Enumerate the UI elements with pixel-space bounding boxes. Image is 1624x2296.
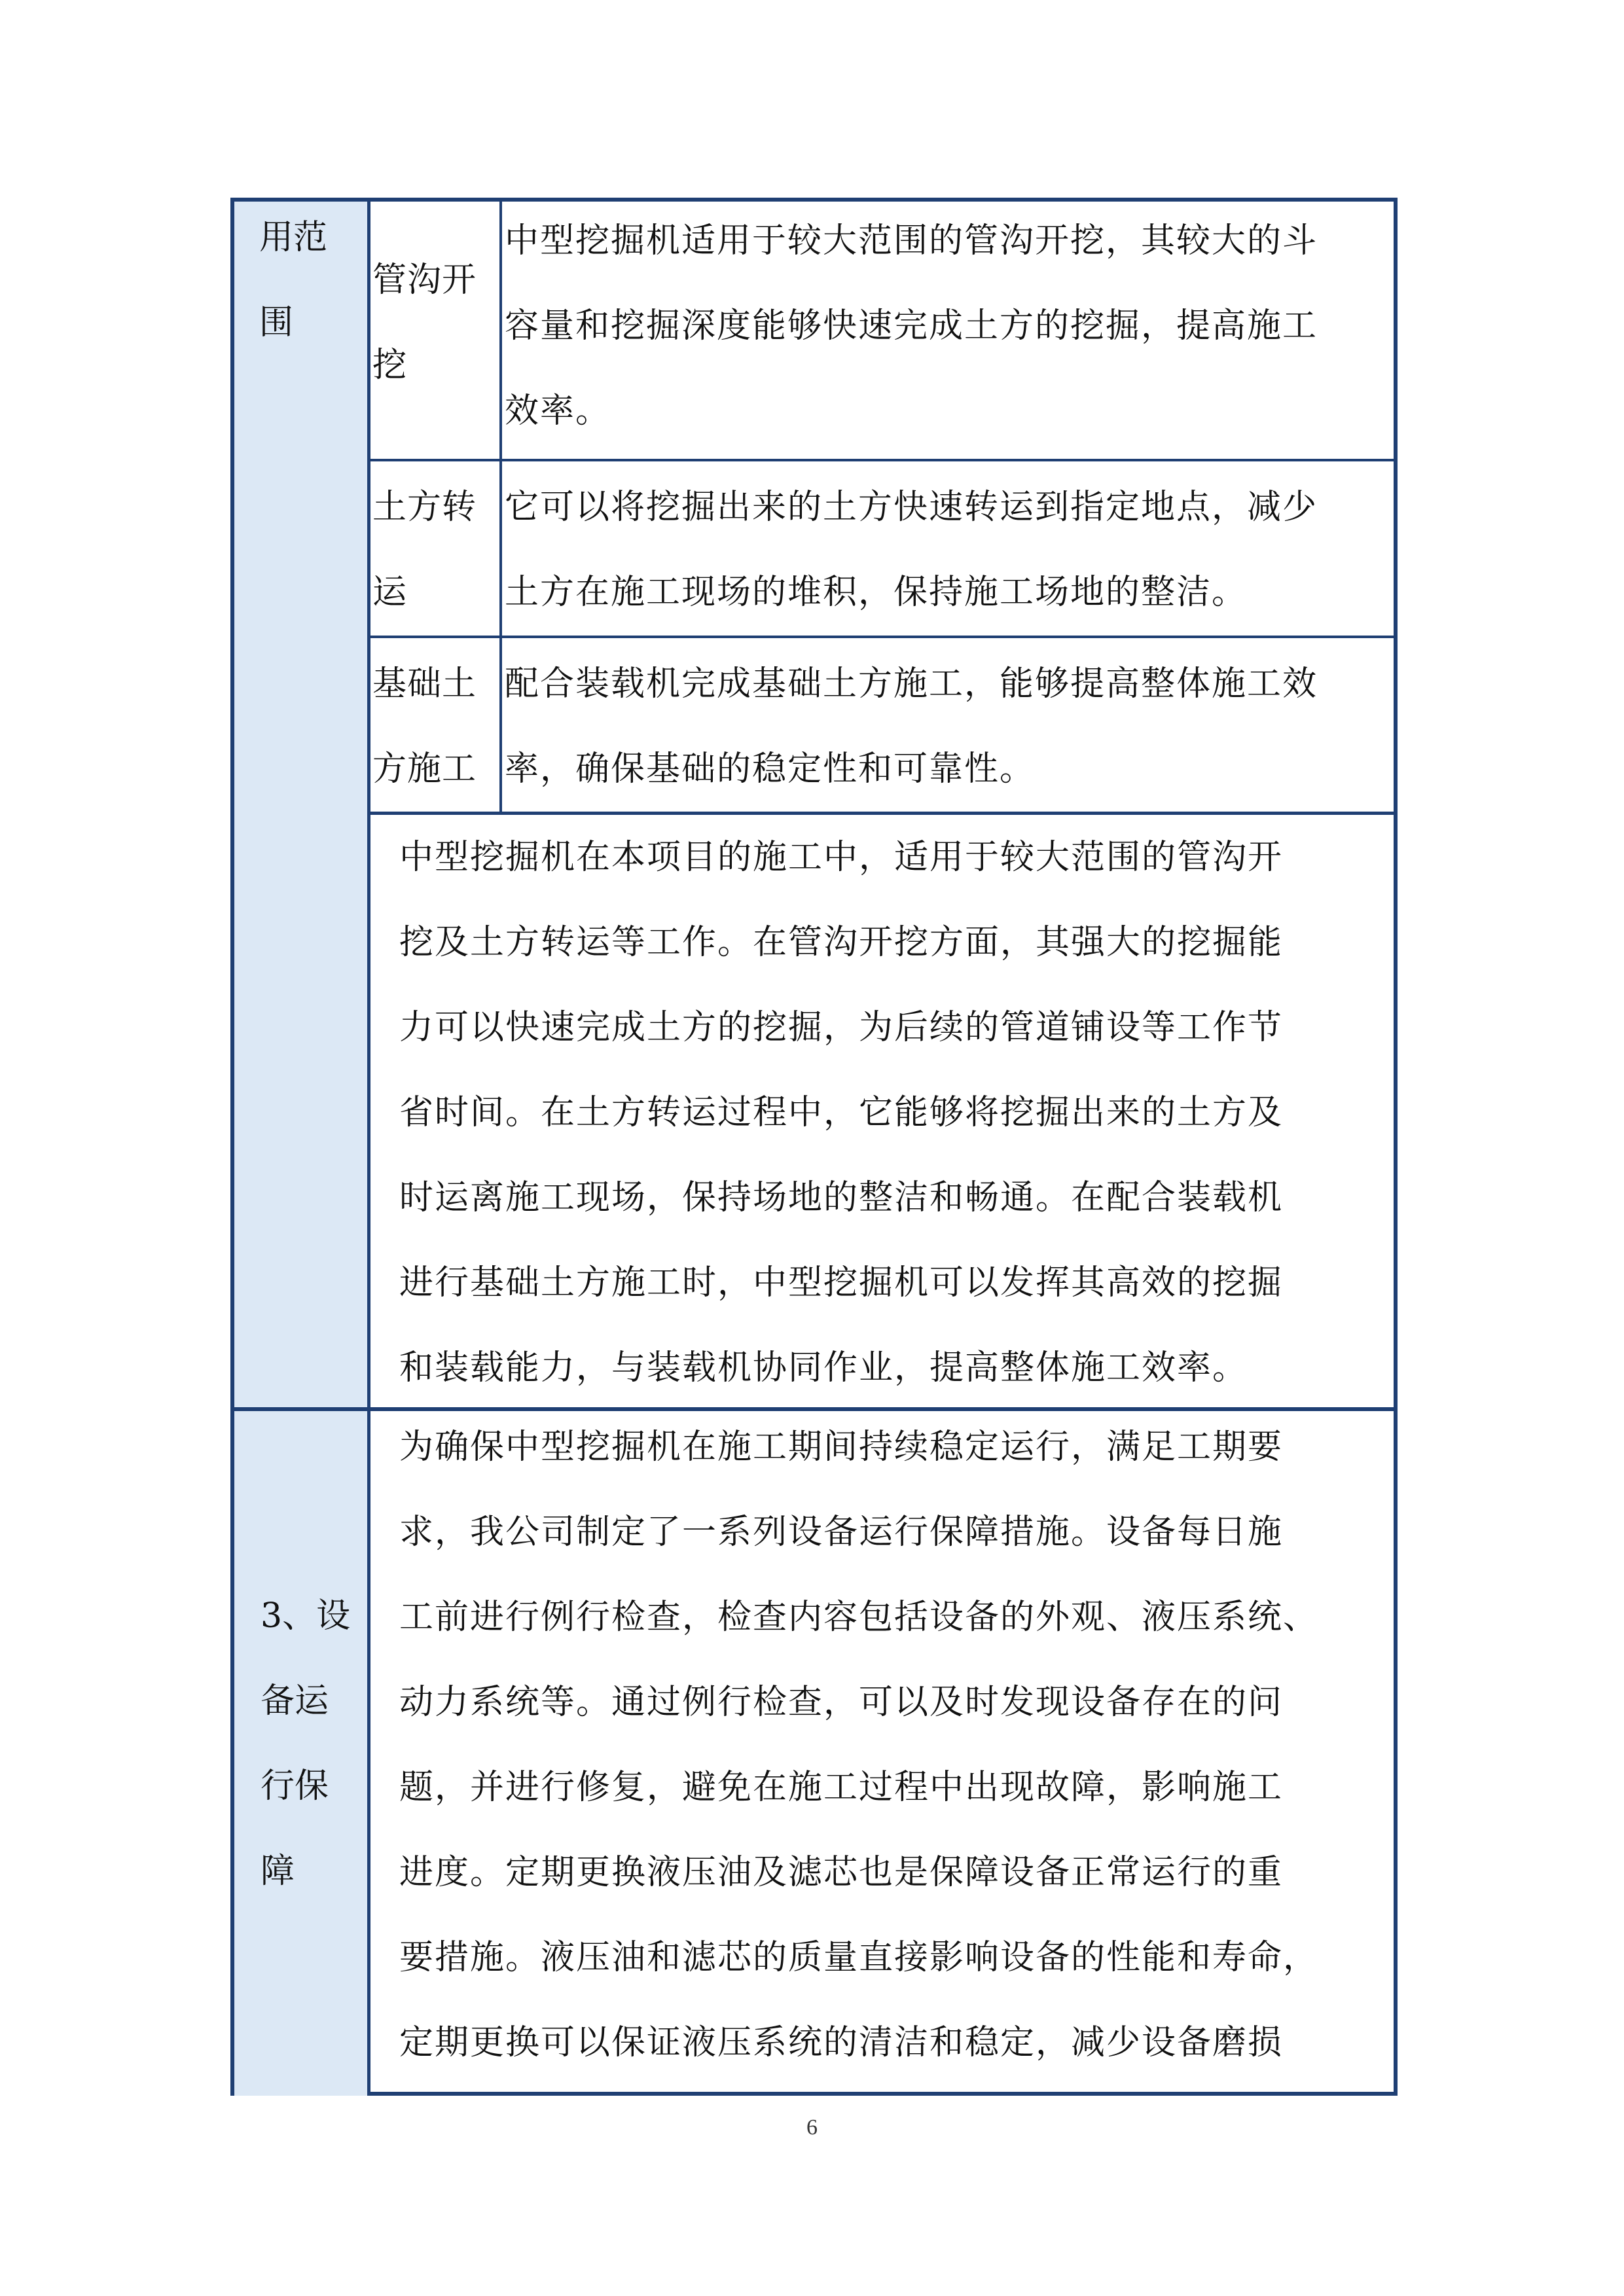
sub-label-trench: 管沟开 挖 <box>372 260 477 385</box>
content-trench: 中型挖掘机适用于较大范围的管沟开挖，其较大的斗 容量和挖掘深度能够快速完成土方的挖掘，提高施工 效率。 <box>505 221 1318 431</box>
content-cell-trench <box>502 202 1398 459</box>
content-foundation: 配合装载机完成基础土方施工，能够提高整体施工效 率，确保基础的稳定性和可靠性。 <box>505 664 1318 789</box>
sub-label-cell-foundation <box>370 638 499 812</box>
equipment-table <box>230 198 1398 2096</box>
sub-label-transport: 土方转 运 <box>372 488 477 612</box>
content-transport: 它可以将挖掘出来的土方快速转运到指定地点，减少 土方在施工现场的堆积，保持施工场地的整洁。 <box>505 488 1318 612</box>
content-cell-transport <box>502 461 1398 636</box>
operation-text: 为确保中型挖掘机在施工期间持续稳定运行，满足工期要 求，我公司制定了一系列设备运行保障措施。设备每日施 工前进行例行检查，检查内容包括设备的外观、液压系统、 动力系统等。通过例行检查，可以及时发现设备存在的问 题，并进行修复，避免在施工过程中出现故障，影响施工 进度。定期更换液压油及滤芯也是保障设备正常运行的重 要措施。液压油和滤芯的质量直接影响设备的性能和寿命， 定期更换可以保证液压系统的清洁和稳定，减少设备磨损 <box>399 1427 1319 2062</box>
summary-cell <box>370 815 1398 1407</box>
content-cell-foundation <box>502 638 1398 812</box>
page-number: 6 <box>806 2115 818 2140</box>
sub-label-cell-transport <box>370 461 499 636</box>
sub-label-foundation: 基础土 方施工 <box>372 664 477 789</box>
label-cell-scope <box>234 202 367 1407</box>
summary-text: 中型挖掘机在本项目的施工中，适用于较大范围的管沟开 挖及土方转运等工作。在管沟开挖方面，其强大的挖掘能 力可以快速完成土方的挖掘，为后续的管道铺设等工作节 省时间。在土方转运过程中，它能够将挖掘出来的土方及 时运离施工现场，保持场地的整洁和畅通。在配合装载机 进行基础土方施工时，中型挖掘机可以发挥其高效的挖掘 和装载能力，与装载机协同作业，提高整体施工效率。 <box>399 838 1284 1388</box>
label-operation: 3、设 备运 行保 障 <box>261 1596 351 1891</box>
label-cell-operation <box>234 1411 367 2096</box>
label-scope: 用范 围 <box>259 218 328 342</box>
sub-label-cell-trench <box>370 202 499 459</box>
operation-content-cell <box>370 1411 1398 2096</box>
